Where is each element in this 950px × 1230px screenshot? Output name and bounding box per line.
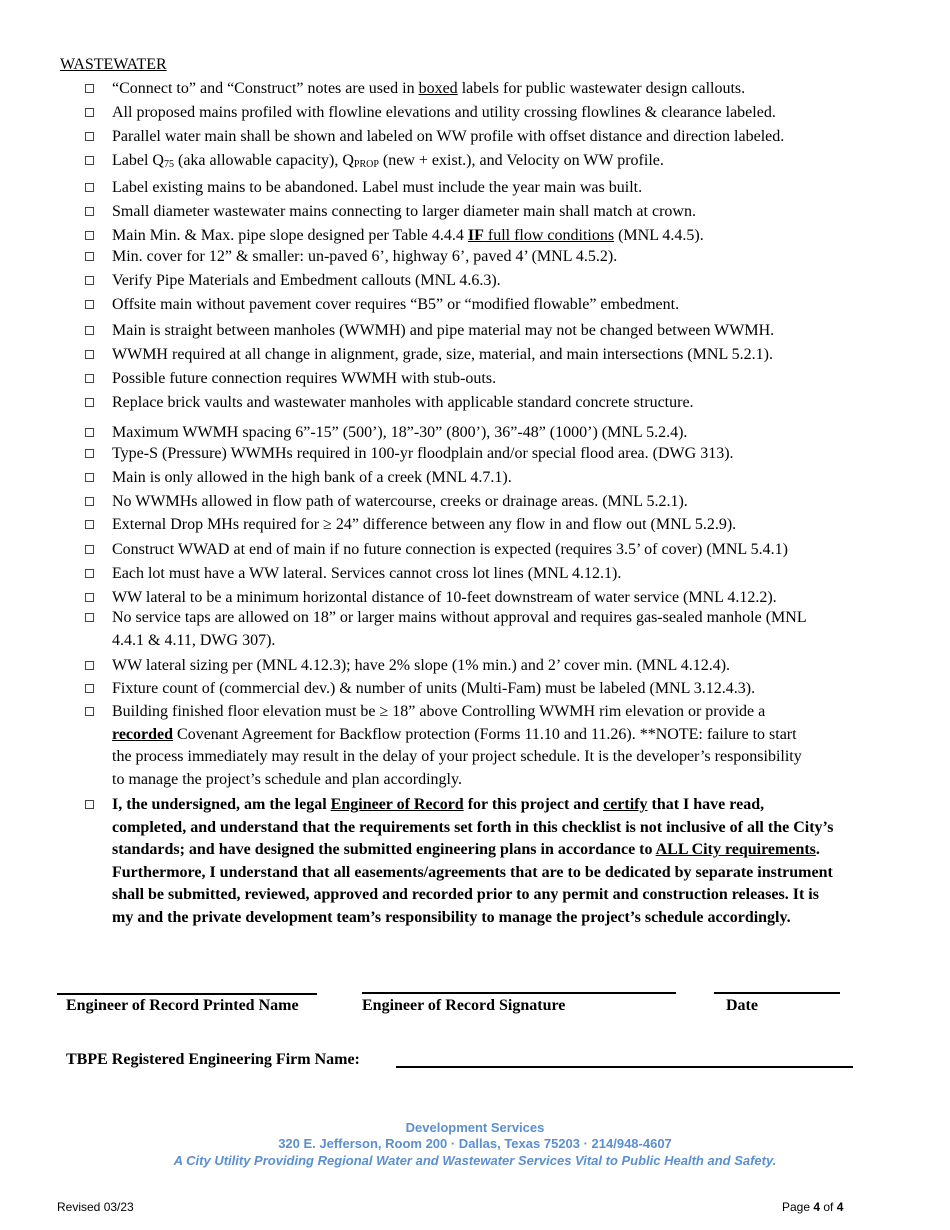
date-label: Date [726,997,758,1014]
footer-tagline: A City Utility Providing Regional Water and Wastewater Services Vital to Public Health and Safety. [173,1153,777,1168]
checklist-item: Each lot must have a WW lateral. Services cannot cross lot lines (MNL 4.12.1). [85,563,845,586]
checklist-item: WW lateral sizing per (MNL 4.12.3); have 2% slope (1% min.) and 2’ cover min. (MNL 4.12.4). [85,655,845,678]
footer-department: Development Services [405,1120,545,1135]
checklist-item: Type-S (Pressure) WWMHs required in 100-yr floodplain and/or special flood area. (DWG 313). [85,443,845,466]
checklist-item: Label existing mains to be abandoned. Label must include the year main was built. [85,177,845,200]
checkbox[interactable] [85,593,94,602]
revised-date: Revised 03/23 [57,1200,134,1214]
checklist-item: No service taps are allowed on 18” or larger mains without approval and requires gas-sealed manhole (MNL 4.4.1 & 4.11, DWG 307). [85,607,820,652]
checkbox[interactable] [85,449,94,458]
checkbox[interactable] [85,300,94,309]
footer-address: 320 E. Jefferson, Room 200 · Dallas, Texas 75203 · 214/948-4607 [278,1136,672,1151]
certification-item: I, the undersigned, am the legal Engineer of Record for this project and certify that I have read, completed, and understand that the requirements set forth in this checklist is not inclusive of all the City’s standards; and have designed the submitted engineering plans in accordance to ALL City requirements. Furthermore, I understand that all easements/agreements that are to be dedicated by separate instrument shall be submitted, reviewed, approved and recorded prior to any permit and construction releases. It is my and the private development team’s responsibility to manage the project’s schedule accordingly. [85,794,840,929]
checklist-item: WW lateral to be a minimum horizontal distance of 10-feet downstream of water service (MNL 4.12.2). [85,587,845,610]
checkbox[interactable] [85,497,94,506]
page-number: Page 4 of 4 [782,1200,844,1214]
checklist-item: Possible future connection requires WWMH with stub-outs. [85,368,845,391]
checkbox[interactable] [85,374,94,383]
checkbox[interactable] [85,350,94,359]
printed-name-line[interactable] [57,993,317,995]
printed-name-label: Engineer of Record Printed Name [66,997,299,1014]
checklist-item: Maximum WWMH spacing 6”-15” (500’), 18”-30” (800’), 36”-48” (1000’) (MNL 5.2.4). [85,422,845,445]
section-title: WASTEWATER [60,56,167,73]
checkbox[interactable] [85,613,94,622]
signature-line[interactable] [362,992,676,994]
checklist-item: Main is straight between manholes (WWMH) and pipe material may not be changed between WWMH. [85,320,845,343]
signature-label: Engineer of Record Signature [362,997,566,1014]
checkbox[interactable] [85,684,94,693]
checklist-item: WWMH required at all change in alignment, grade, size, material, and main intersections (MNL 5.2.1). [85,344,845,367]
checklist-item: Label $Q_{75}$ (aka allowable capacity), $Q_{PROP}$ (new + exist.), and Velocity on WW profile. [85,150,845,173]
checkbox[interactable] [85,707,94,716]
checklist-item: Verify Pipe Materials and Embedment callouts (MNL 4.6.3). [85,270,845,293]
checklist-item: All proposed mains profiled with flowline elevations and utility crossing flowlines & clearance labeled. [85,102,845,125]
firm-name-label: TBPE Registered Engineering Firm Name: [66,1051,360,1068]
checkbox[interactable] [85,132,94,141]
checklist-item: “Connect to” and “Construct” notes are used in boxed labels for public wastewater design callouts. [85,78,845,101]
checklist-item: Min. cover for 12” & smaller: un-paved 6’, highway 6’, paved 4’ (MNL 4.5.2). [85,246,845,269]
firm-name-line[interactable] [396,1066,853,1068]
checklist-item: Building finished floor elevation must be ≥ 18” above Controlling WWMH rim elevation or provide a recorded Covenant Agreement for Backflow protection (Forms 11.10 and 11.26). **NOTE: failure to start the process immediately may result in the delay of your project schedule. It is the developer’s responsibility to manage the project’s schedule and plan accordingly. [85,701,815,791]
checkbox[interactable] [85,520,94,529]
checkbox[interactable] [85,326,94,335]
checkbox[interactable] [85,207,94,216]
checkbox[interactable] [85,156,94,165]
checkbox[interactable] [85,108,94,117]
checklist-item: Fixture count of (commercial dev.) & number of units (Multi-Fam) must be labeled (MNL 3.12.4.3). [85,678,845,701]
checkbox[interactable] [85,252,94,261]
checkbox[interactable] [85,545,94,554]
checkbox[interactable] [85,183,94,192]
checklist-item: Main Min. & Max. pipe slope designed per Table 4.4.4 IF full flow conditions (MNL 4.4.5). [85,225,845,248]
checkbox[interactable] [85,231,94,240]
checklist-item: Small diameter wastewater mains connecting to larger diameter main shall match at crown. [85,201,845,224]
checkbox[interactable] [85,661,94,670]
checkbox[interactable] [85,800,94,809]
checklist-item: Offsite main without pavement cover requires “B5” or “modified flowable” embedment. [85,294,845,317]
checklist-item: Replace brick vaults and wastewater manholes with applicable standard concrete structure. [85,392,845,415]
checkbox[interactable] [85,276,94,285]
checklist-item: Parallel water main shall be shown and labeled on WW profile with offset distance and direction labeled. [85,126,845,149]
checklist-item: No WWMHs allowed in flow path of watercourse, creeks or drainage areas. (MNL 5.2.1). [85,491,845,514]
checklist-item: Main is only allowed in the high bank of a creek (MNL 4.7.1). [85,467,845,490]
checkbox[interactable] [85,84,94,93]
checkbox[interactable] [85,569,94,578]
checkbox[interactable] [85,398,94,407]
checklist-item: External Drop MHs required for ≥ 24” difference between any flow in and flow out (MNL 5.2.9). [85,514,845,537]
checklist-item: Construct WWAD at end of main if no future connection is expected (requires 3.5’ of cover) (MNL 5.4.1) [85,539,875,562]
checkbox[interactable] [85,428,94,437]
checkbox[interactable] [85,473,94,482]
date-line[interactable] [714,992,840,994]
